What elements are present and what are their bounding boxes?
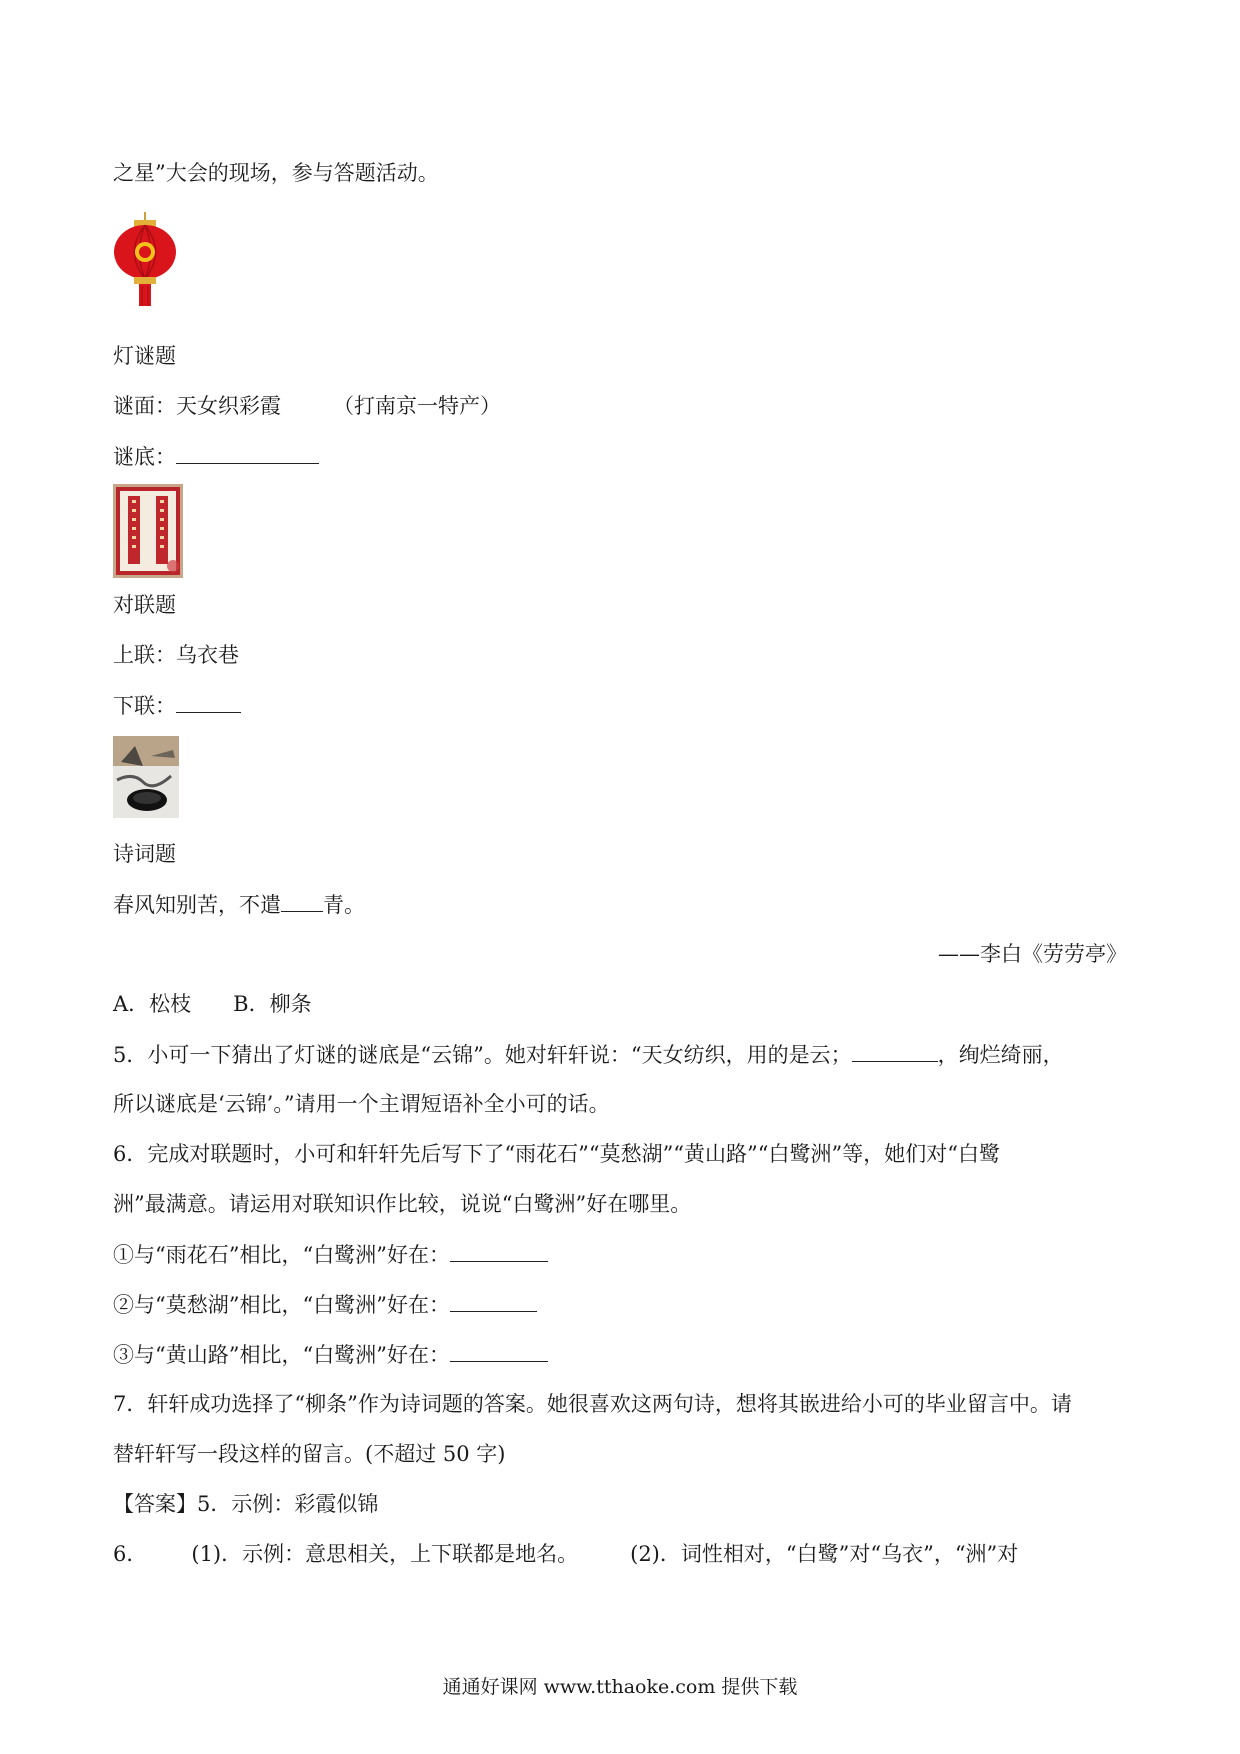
poem-line [113, 889, 365, 920]
poem-source: ——李白《劳劳亭》 [938, 942, 1127, 966]
q5-line2: 所以谜底是‘云锦’。”请用一个主谓短语补全小可的话。 [113, 1092, 610, 1116]
riddle-face-label: 谜面： [113, 394, 176, 418]
q6-item2 [113, 1289, 537, 1320]
ink-stone-image [113, 736, 179, 818]
q5-line1-b: ，绚烂绮丽， [937, 1043, 1064, 1067]
poem-line-b: 青。 [323, 893, 365, 917]
couplet-lower [113, 690, 241, 721]
answer-line2-a: (1)．示例：意思相关，上下联都是地名。 [191, 1542, 579, 1566]
riddle-hint: （打南京一特产） [333, 394, 501, 418]
red-lantern-icon [112, 212, 178, 308]
q6-line1: 6．完成对联题时，小可和轩轩先后写下了“雨花石”“莫愁湖”“黄山路”“白鹭洲”等，她们对“白鹭 [113, 1142, 1000, 1166]
couplet-upper: 上联：乌衣巷 [113, 643, 239, 667]
q6-item1-blank[interactable] [450, 1239, 548, 1262]
q7-line1: 7．轩轩成功选择了“柳条”作为诗词题的答案。她很喜欢这两句诗，想将其嵌进给小可的毕业留言中。请 [113, 1392, 1072, 1416]
couplet-title: 对联题 [113, 593, 176, 617]
riddle-face [113, 391, 501, 421]
poem-line-a: 春风知别苦，不遣 [113, 893, 281, 917]
q5-line1 [113, 1039, 1064, 1070]
riddle-answer-label: 谜底： [113, 445, 176, 469]
answer-line2-b: (2)．词性相对，“白鹭”对“乌衣”，“洲”对 [630, 1542, 1019, 1566]
couplet-lower-label: 下联： [113, 694, 176, 718]
q5-blank[interactable] [852, 1039, 938, 1062]
q7-line2: 替轩轩写一段这样的留言。(不超过 50 字) [113, 1442, 506, 1466]
poem-title: 诗词题 [113, 842, 176, 866]
q5-line1-a: 5．小可一下猜出了灯谜的谜底是“云锦”。她对轩轩说：“天女纺织，用的是云； [113, 1043, 852, 1067]
q6-line2: 洲”最满意。请运用对联知识作比较，说说“白鹭洲”好在哪里。 [113, 1192, 692, 1216]
page-footer: 通通好课网 www.tthaoke.com 提供下载 [442, 1676, 798, 1698]
answer-line1: 【答案】5．示例：彩霞似锦 [113, 1492, 379, 1516]
poem-blank[interactable] [281, 889, 323, 912]
q6-item1-text: ①与“雨花石”相比，“白鹭洲”好在： [113, 1243, 450, 1267]
intro-tail: 之星”大会的现场，参与答题活动。 [113, 161, 439, 185]
riddle-title: 灯谜题 [113, 344, 176, 368]
couplet-lower-blank[interactable] [176, 690, 241, 713]
riddle-answer-blank[interactable] [176, 441, 319, 464]
couplet-image [113, 484, 183, 578]
q6-item3-blank[interactable] [450, 1339, 548, 1362]
answer-line2 [113, 1539, 1018, 1569]
q6-item3 [113, 1339, 548, 1370]
answer-line2-num: 6． [113, 1542, 148, 1566]
poem-options: A．松枝 B．柳条 [113, 992, 312, 1016]
q6-item2-text: ②与“莫愁湖”相比，“白鹭洲”好在： [113, 1293, 450, 1317]
q6-item3-text: ③与“黄山路”相比，“白鹭洲”好在： [113, 1343, 450, 1367]
riddle-answer [113, 441, 319, 472]
q6-item2-blank[interactable] [450, 1289, 537, 1312]
riddle-face-text: 天女织彩霞 [176, 394, 281, 418]
q6-item1 [113, 1239, 548, 1270]
